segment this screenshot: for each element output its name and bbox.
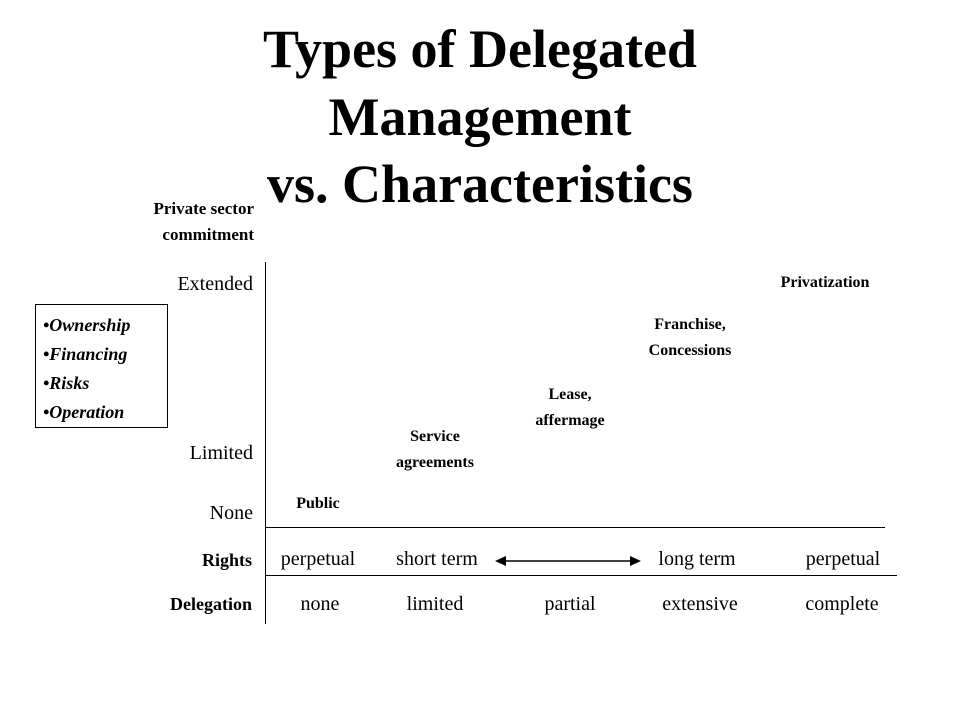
characteristic-financing: •Financing — [43, 344, 128, 364]
characteristics-box — [35, 304, 168, 428]
title-line-2: Management — [328, 86, 632, 147]
level-extended: Extended — [177, 273, 253, 295]
stage-privatization — [755, 270, 895, 296]
characteristic-ownership: •Ownership — [43, 315, 131, 335]
rights-value-perpetual-end: perpetual — [805, 548, 881, 570]
stage-franchise-line-2: Concessions — [648, 342, 732, 359]
characteristic-operation: •Operation — [43, 402, 125, 422]
rights-value-long-term: long term — [658, 548, 736, 570]
rights-label: Rights — [201, 550, 252, 570]
characteristic-risks: •Risks — [43, 373, 90, 393]
rights-value-short-term: short term — [396, 548, 478, 570]
y-axis-title — [60, 196, 254, 248]
delegation-value-partial: partial — [544, 593, 596, 615]
level-limited: Limited — [189, 442, 253, 464]
row-divider — [265, 575, 897, 576]
double-arrow-icon — [495, 552, 641, 570]
stage-public — [258, 491, 378, 517]
y-axis-title-line-1: Private sector — [153, 199, 254, 218]
x-axis-line — [265, 527, 885, 528]
stage-franchise-line-1: Franchise, — [654, 316, 726, 333]
rights-value-perpetual-start: perpetual — [280, 548, 356, 570]
delegation-value-complete: complete — [805, 593, 879, 615]
stage-franchise-concessions — [615, 312, 765, 364]
stage-service-line-2: agreements — [396, 454, 474, 471]
level-none: None — [209, 502, 253, 524]
stage-lease-line-1: Lease, — [548, 386, 592, 403]
title-line-1: Types of Delegated — [263, 19, 697, 79]
delegation-value-extensive: extensive — [662, 593, 738, 615]
stage-service-line-1: Service — [410, 428, 460, 445]
stage-lease-line-2: affermage — [535, 412, 605, 429]
stage-lease-affermage — [510, 382, 630, 434]
y-axis-title-line-2: commitment — [162, 225, 254, 244]
stage-service-agreements — [370, 424, 500, 476]
delegation-value-limited: limited — [406, 593, 464, 615]
delegation-value-none: none — [300, 593, 340, 615]
delegation-label: Delegation — [170, 594, 252, 614]
slide-title — [0, 16, 960, 219]
stage-privatization-line-1: Privatization — [780, 274, 870, 291]
title-line-3: vs. Characteristics — [267, 154, 693, 214]
stage-public-line-1: Public — [296, 495, 340, 512]
